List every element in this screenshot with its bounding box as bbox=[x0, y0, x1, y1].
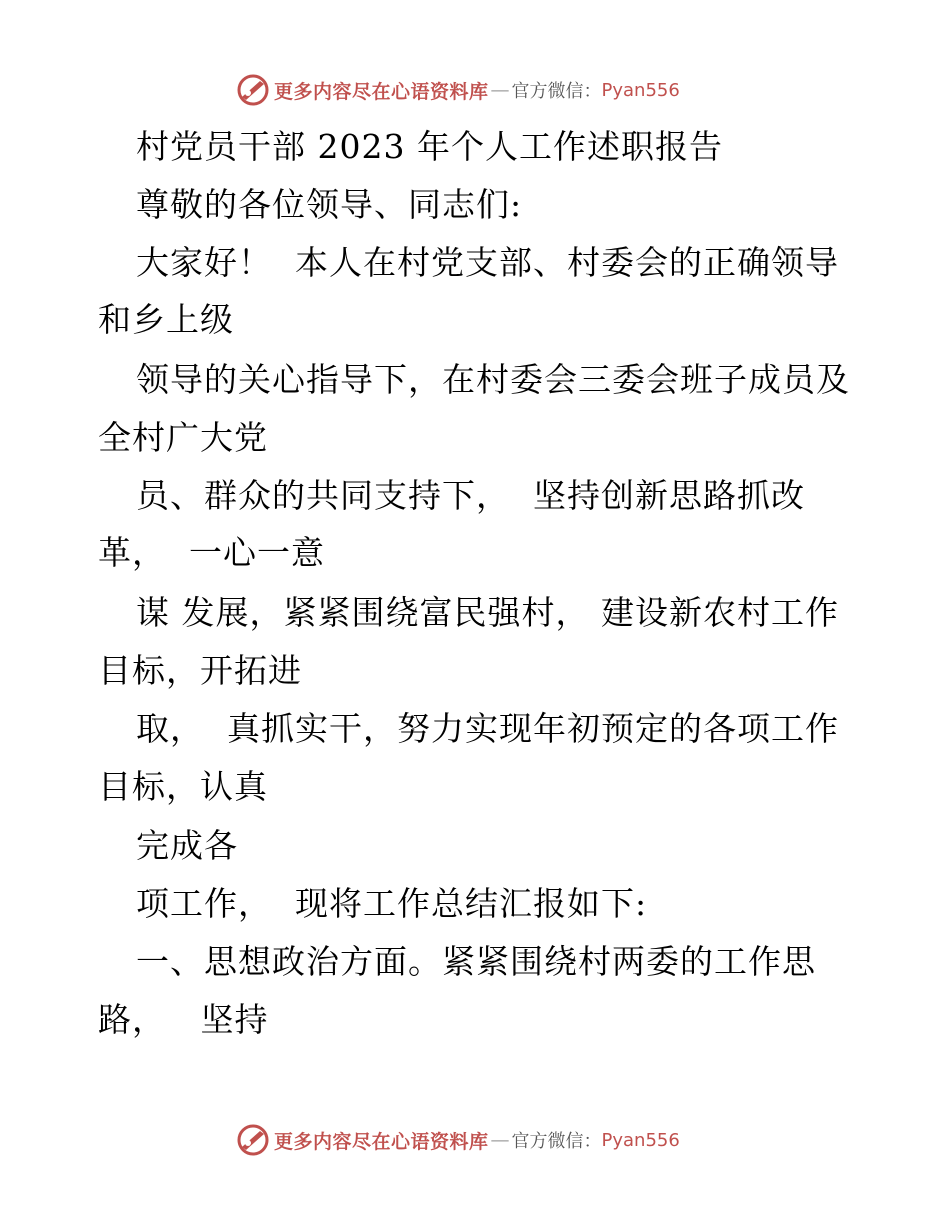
seal-logo-icon bbox=[236, 1123, 270, 1157]
watermark-main-text: 更多内容尽在心语资料库 bbox=[274, 80, 489, 103]
paragraph-line: 领导的关心指导下，在村委会三委会班子成员及 bbox=[136, 360, 850, 399]
watermark-account: Pyan556 bbox=[601, 1129, 680, 1151]
paragraph-line: 完成各 bbox=[136, 826, 238, 865]
section-heading-line: 一、思想政治方面。紧紧围绕村两委的工作思 bbox=[136, 942, 816, 981]
salutation: 尊敬的各位领导、同志们: bbox=[136, 185, 523, 224]
paragraph-line: 目标，开拓进 bbox=[98, 651, 302, 690]
watermark-main-text: 更多内容尽在心语资料库 bbox=[274, 1130, 489, 1153]
document-title: 村党员干部 2023 年个人工作述职报告 bbox=[136, 127, 723, 166]
watermark-account: Pyan556 bbox=[601, 79, 680, 101]
paragraph-line: 路， 坚持 bbox=[98, 1000, 269, 1039]
paragraph-line: 大家好！ 本人在村党支部、村委会的正确领导 bbox=[136, 243, 839, 282]
paragraph-line: 革， 一心一意 bbox=[98, 533, 325, 572]
paragraph-line: 和乡上级 bbox=[98, 300, 234, 339]
watermark-wechat-label: 官方微信： bbox=[511, 1131, 602, 1152]
watermark-wechat-label: 官方微信： bbox=[511, 81, 602, 102]
paragraph-line: 项工作， 现将工作总结汇报如下: bbox=[136, 884, 648, 923]
watermark-separator: — bbox=[490, 79, 510, 101]
paragraph-line: 员、群众的共同支持下， 坚持创新思路抓改 bbox=[136, 476, 805, 515]
header-watermark bbox=[236, 72, 756, 108]
paragraph-line: 谋 发展，紧紧围绕富民强村， 建设新农村工作 bbox=[136, 593, 839, 632]
watermark-separator: — bbox=[490, 1129, 510, 1151]
paragraph-line: 全村广大党 bbox=[98, 418, 268, 457]
paragraph-line: 目标，认真 bbox=[98, 767, 268, 806]
seal-logo-icon bbox=[236, 73, 270, 107]
paragraph-line: 取， 真抓实干，努力实现年初预定的各项工作 bbox=[136, 709, 839, 748]
footer-watermark bbox=[236, 1122, 756, 1158]
